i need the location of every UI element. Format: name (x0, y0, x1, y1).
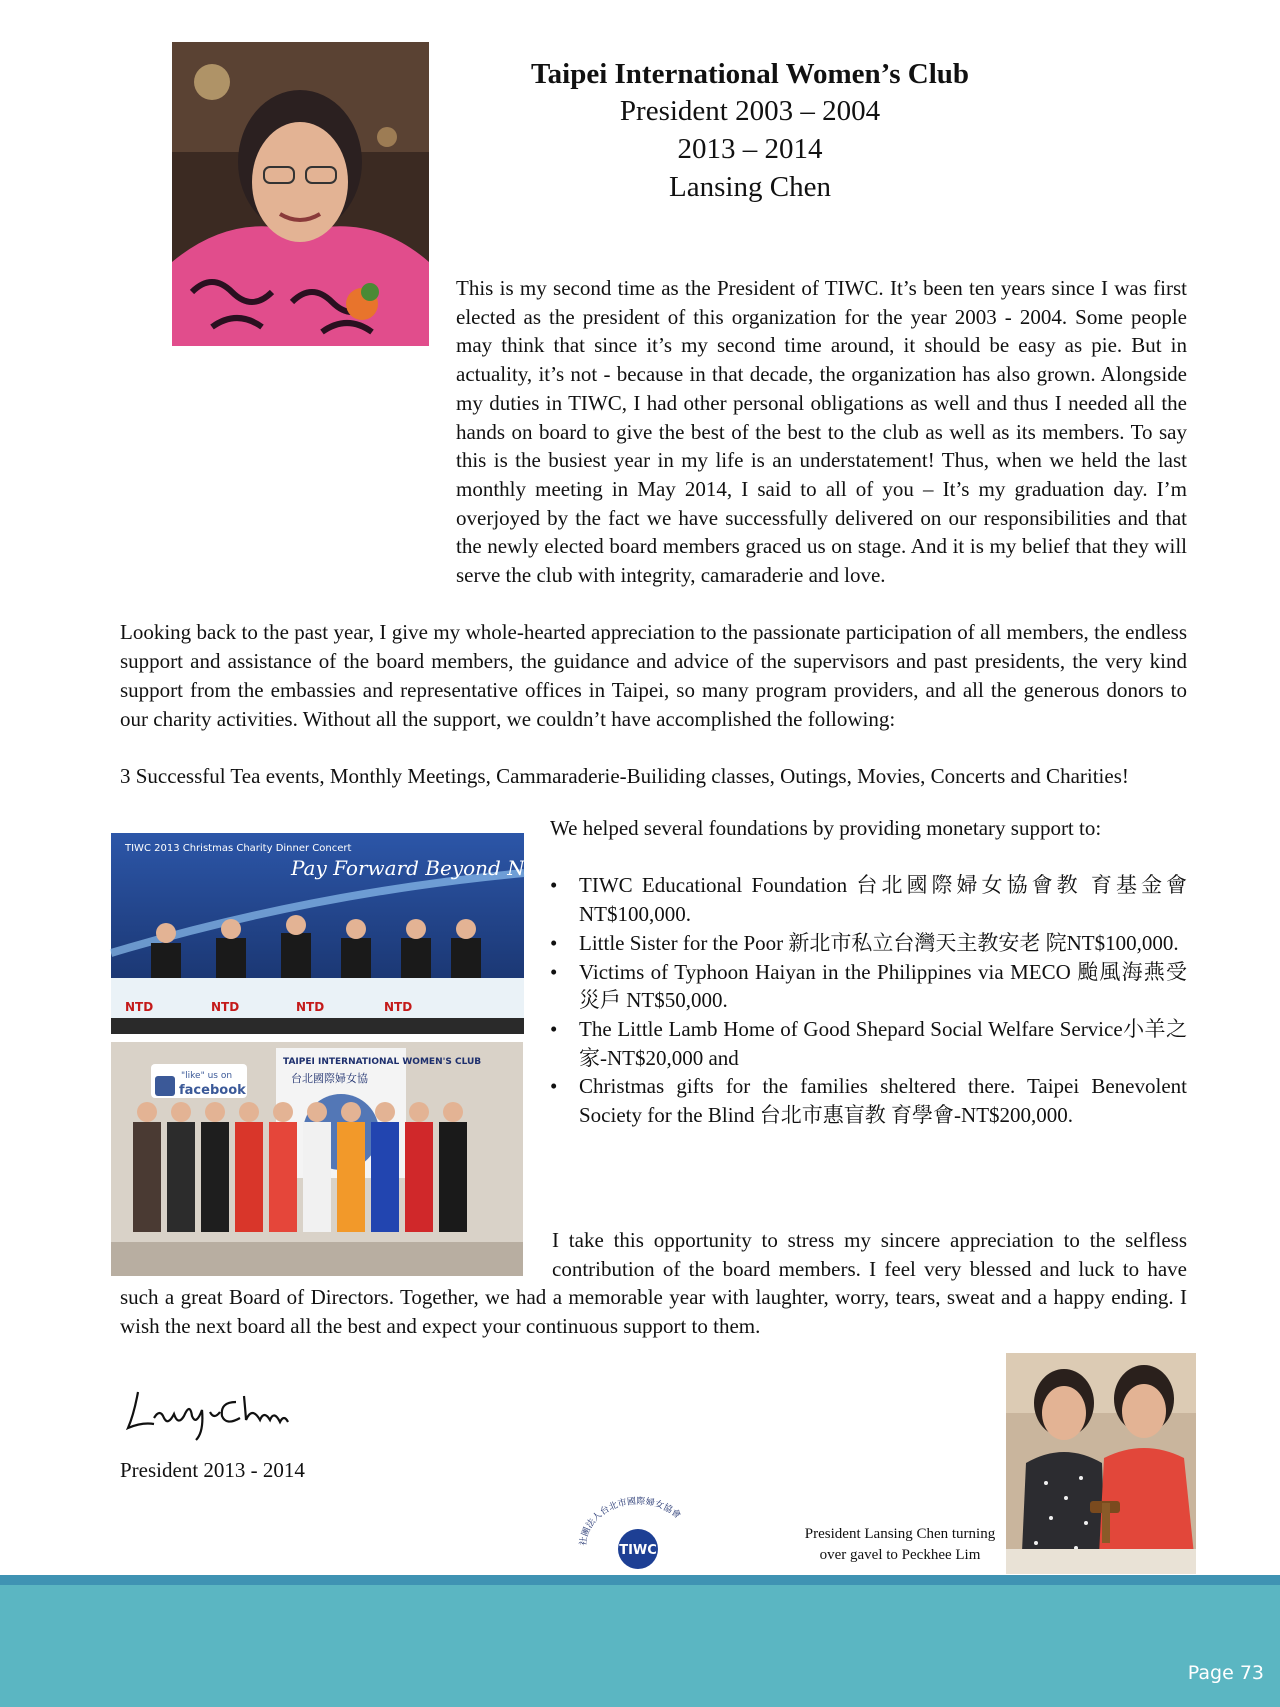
banner-cn-text: 台北國際婦女協 (291, 1072, 368, 1085)
banner-small-text: TIWC 2013 Christmas Charity Dinner Concert (125, 843, 352, 854)
title-block (430, 56, 1070, 206)
cheque-ntd-1: NTD (125, 1000, 154, 1014)
donation-item: • The Little Lamb Home of Good Shepard Social Welfare Service小羊之家-NT$20,000 and (550, 1015, 1187, 1072)
footer-line (0, 1575, 1280, 1585)
paragraph-1: This is my second time as the President of TIWC. It’s been ten years since I was first elected as the president of this organization for the year 2003 - 2004. Some people may think that since it’s my second time around, it should be easy as pie. But in actuality, it’s not - because in that decade, the organization has also grown. Alongside my duties in TIWC, I had other personal obligations as well and thus I needed all the hands on board to give the best of the best to the club as well as its members. To say this is the busiest year in my life is an understatement! Thus, when we held the last monthly meeting in May 2014, I said to all of you – It’s my graduation day. I’m overjoyed by the fact we have successfully delivered on our responsibilities and that the newly elected board members graced us on stage. And it is my belief that they will serve the club with integrity, camaraderie and love. (456, 276, 1187, 588)
president-name: Lansing Chen (669, 171, 831, 203)
donation-item: • TIWC Educational Foundation 台北國際婦女協會教 育基金會NT$100,000. (550, 871, 1187, 928)
donations-section (550, 814, 1187, 1130)
logo-arc-text: 社團法人台北市國際婦女協會 (578, 1496, 683, 1547)
logo-letters: TIWC (619, 1543, 657, 1558)
cheque-ntd-4: NTD (384, 1000, 413, 1014)
closing-spacer (120, 1226, 552, 1276)
signature-title: President 2013 - 2014 (120, 1458, 305, 1482)
intro-section (120, 274, 1187, 791)
footer-band (0, 1575, 1280, 1707)
gavel-handover-photo (1006, 1353, 1196, 1574)
fb-like-text: "like" us on (181, 1071, 233, 1081)
president-term-1: President 2003 – 2004 (619, 95, 881, 127)
donations-list (550, 871, 1187, 1129)
portrait-spacer (120, 274, 456, 592)
fb-text: facebook (179, 1083, 246, 1098)
closing-section (120, 1226, 1187, 1341)
page-number: Page 73 (1187, 1662, 1264, 1684)
donation-item: • Little Sister for the Poor 新北市私立台灣天主教安老 院NT$100,000. (550, 929, 1187, 958)
president-term-2: 2013 – 2014 (677, 133, 823, 165)
paragraph-2: Looking back to the past year, I give my whole-hearted appreciation to the passionate participation of all members, the endless support and assistance of the board members, the guidance and advice of the supervisors and past presidents, the very kind support from the embassies and representative offices in Taipei, so many program providers, and all the generous donors to our charity activities. Without all the support, we couldn’t have accomplished the following: (120, 620, 1187, 731)
photo-caption: President Lansing Chen turning over gavel to Peckhee Lim (804, 1526, 996, 1563)
closing-paragraph: I take this opportunity to stress my sincere appreciation to the selfless contribution of the board members. I feel very blessed and luck to have such a great Board of Directors. Together, we had a memorable year with laughter, worry, tears, sweat and a happy ending. I wish the next board all the best and expect your continuous support to them. (120, 1228, 1187, 1339)
donation-item: • Christmas gifts for the families sheltered there. Taipei Benevolent Society for the Blind 台北市惠盲教 育學會-NT$200,000. (550, 1072, 1187, 1129)
cheque-ntd-2: NTD (211, 1000, 240, 1014)
banner-script-text: Pay Forward Beyond Nation (291, 856, 576, 880)
signature (120, 1378, 320, 1448)
donations-intro: We helped several foundations by providing monetary support to: (550, 816, 1102, 840)
cheque-ntd-3: NTD (296, 1000, 325, 1014)
banner-text: TAIPEI INTERNATIONAL WOMEN'S CLUB (283, 1057, 482, 1067)
charity-concert-photo (111, 833, 576, 1034)
donation-item: • Victims of Typhoon Haiyan in the Philippines via MECO 颱風海燕受災戶 NT$50,000. (550, 958, 1187, 1015)
paragraph-3: 3 Successful Tea events, Monthly Meetings, Cammaraderie-Builiding classes, Outings, Movies, Concerts and Charities! (120, 763, 1129, 788)
club-name: Taipei International Women’s Club (530, 58, 970, 90)
